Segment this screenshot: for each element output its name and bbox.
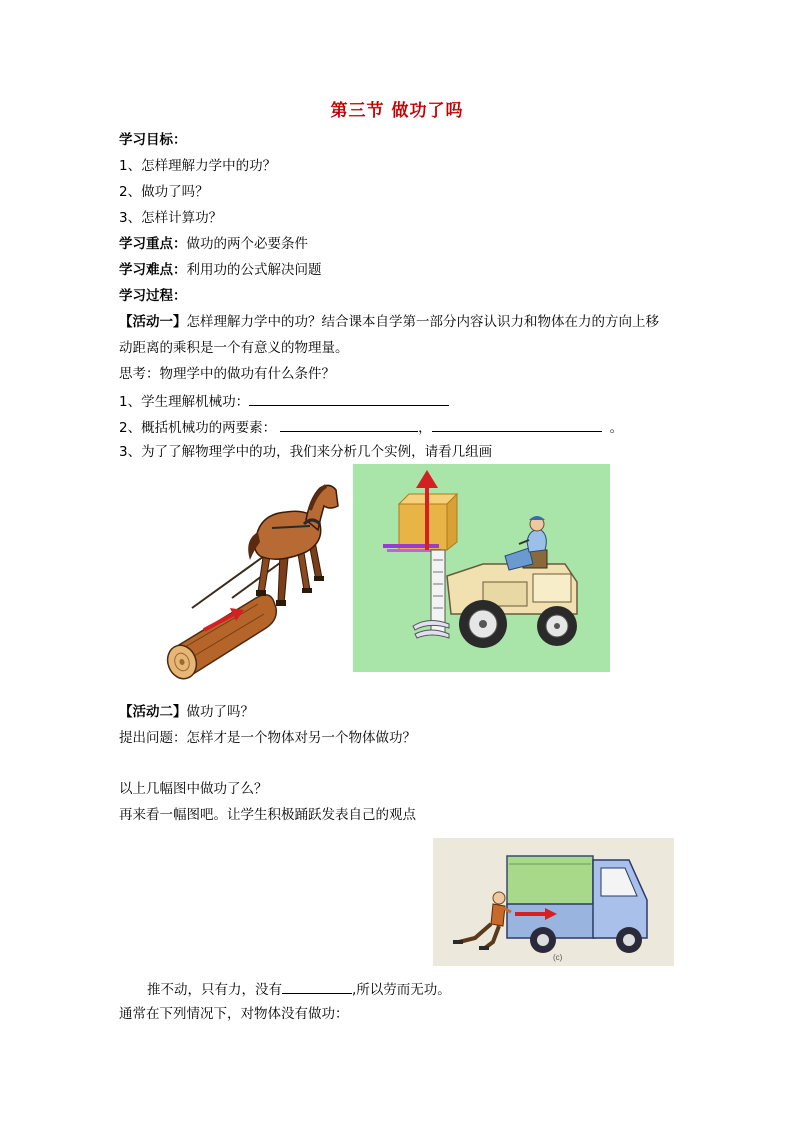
look-again-text: 再来看一幅图吧。让学生积极踊跃发表自己的观点 [119, 807, 416, 823]
goals-heading: 学习目标： [119, 132, 187, 148]
truck-image-caption: (c) [553, 953, 563, 962]
item2-text: 2、概括机械功的两要素： [119, 420, 277, 436]
push-text-b: ,所以劳而无功。 [352, 982, 451, 998]
activity2-text: 做功了吗？ [186, 704, 254, 720]
push-line [147, 979, 451, 999]
process-heading: 学习过程： [119, 288, 187, 304]
key-point-line [119, 235, 308, 253]
item1-blank[interactable] [249, 391, 449, 406]
item2-end: 。 [609, 420, 624, 436]
goal-item-3: 3、怎样计算功？ [119, 210, 223, 226]
key-point-text: 做功的两个必要条件 [186, 236, 308, 252]
activity1-line1 [119, 313, 659, 331]
horse-pulling-log-image [160, 480, 342, 680]
goal-item-1: 1、怎样理解力学中的功？ [119, 158, 277, 174]
item2-line [119, 417, 623, 437]
activity1-text-line2: 动距离的乘积是一个有意义的物理量。 [119, 340, 349, 356]
item1-line [119, 391, 449, 411]
no-work-text: 通常在下列情况下，对物体没有做功： [119, 1006, 349, 1022]
forklift-lifting-box-image [353, 464, 610, 672]
item3-text: 3、为了了解物理学中的功，我们来分析几个实例，请看几组画 [119, 444, 493, 460]
push-blank[interactable] [282, 979, 352, 994]
man-pushing-truck-image [433, 838, 674, 966]
activity1-label: 【活动一】 [119, 314, 187, 330]
goal-item-2: 2、做功了吗？ [119, 184, 209, 200]
push-text-a: 推不动，只有力，没有 [147, 982, 282, 998]
item2-blank-1[interactable] [280, 417, 418, 432]
activity1-text-line1: 怎样理解力学中的功？结合课本自学第一部分内容认识力和物体在力的方向上移 [186, 314, 659, 330]
think-text: 思考：物理学中的做功有什么条件？ [119, 366, 335, 382]
question-text: 提出问题：怎样才是一个物体对另一个物体做功？ [119, 730, 416, 746]
key-point-label: 学习重点： [119, 236, 187, 252]
pictures-question: 以上几幅图中做功了么？ [119, 781, 268, 797]
activity2-line [119, 703, 254, 721]
activity2-label: 【活动二】 [119, 704, 187, 720]
page-title: 第三节 做功了吗 [330, 101, 464, 121]
difficulty-line [119, 261, 322, 279]
item1-text: 1、学生理解机械功： [119, 394, 250, 410]
item2-separator: ， [418, 420, 432, 436]
difficulty-text: 利用功的公式解决问题 [186, 262, 322, 278]
item2-blank-2[interactable] [432, 417, 602, 432]
difficulty-label: 学习难点： [119, 262, 187, 278]
